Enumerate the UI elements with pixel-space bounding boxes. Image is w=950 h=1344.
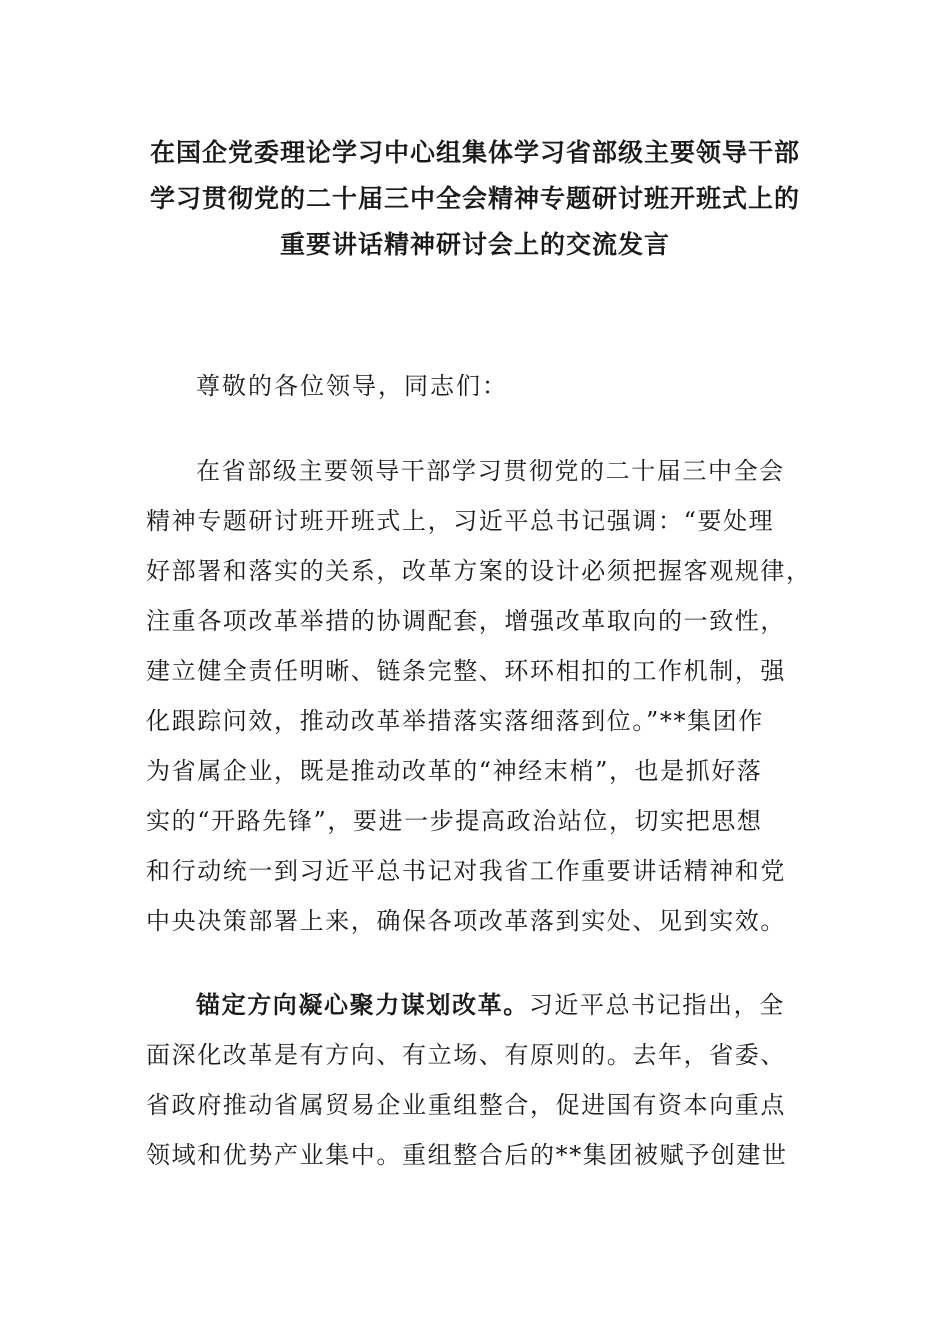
paragraph-line: 建立健全责任明晰、链条完整、环环相扣的工作机制，强 [146,657,786,685]
paragraph-line: 省政府推动省属贸易企业重组整合，促进国有资本向重点 [146,1091,786,1119]
paragraph-text: 习近平总书记指出，全 [528,991,785,1019]
paragraph-line: 化跟踪问效，推动改革举措落实落细落到位。”**集团作 [146,707,764,735]
paragraph-line: 领域和优势产业集中。重组整合后的**集团被赋予创建世 [146,1141,788,1169]
paragraph-line: 面深化改革是有方向、有立场、有原则的。去年，省委、 [146,1041,786,1069]
paragraph-line: 注重各项改革举措的协调配套，增强改革取向的一致性， [146,607,786,635]
title-line-1: 在国企党委理论学习中心组集体学习省部级主要领导干部 [149,138,800,167]
paragraph-line: 为省属企业，既是推动改革的“神经末梢”，也是抓好落 [146,757,763,785]
paragraph-line: 精神专题研讨班开班式上，习近平总书记强调：“要处理 [146,507,775,535]
paragraph-line: 在省部级主要领导干部学习贯彻党的二十届三中全会 [196,457,785,485]
paragraph-1 [146,446,812,946]
paragraph-line: 和行动统一到习近平总书记对我省工作重要讲话精神和党 [146,857,786,885]
title-line-2: 学习贯彻党的二十届三中全会精神专题研讨班开班式上的 [149,184,800,213]
document-title [120,130,830,268]
title-line-3: 重要讲话精神研讨会上的交流发言 [279,230,670,259]
paragraph-line: 好部署和落实的关系，改革方案的设计必须把握客观规律， [146,557,812,585]
paragraph-line [146,980,806,1030]
section-heading: 锚定方向凝心聚力谋划改革。 [196,990,529,1019]
salutation: 尊敬的各位领导，同志们： [196,372,508,400]
paragraph-2 [146,980,806,1180]
paragraph-line: 实的“开路先锋”，要进一步提高政治站位，切实把思想 [146,807,763,835]
paragraph-line: 中央决策部署上来，确保各项改革落到实处、见到实效。 [146,907,786,935]
